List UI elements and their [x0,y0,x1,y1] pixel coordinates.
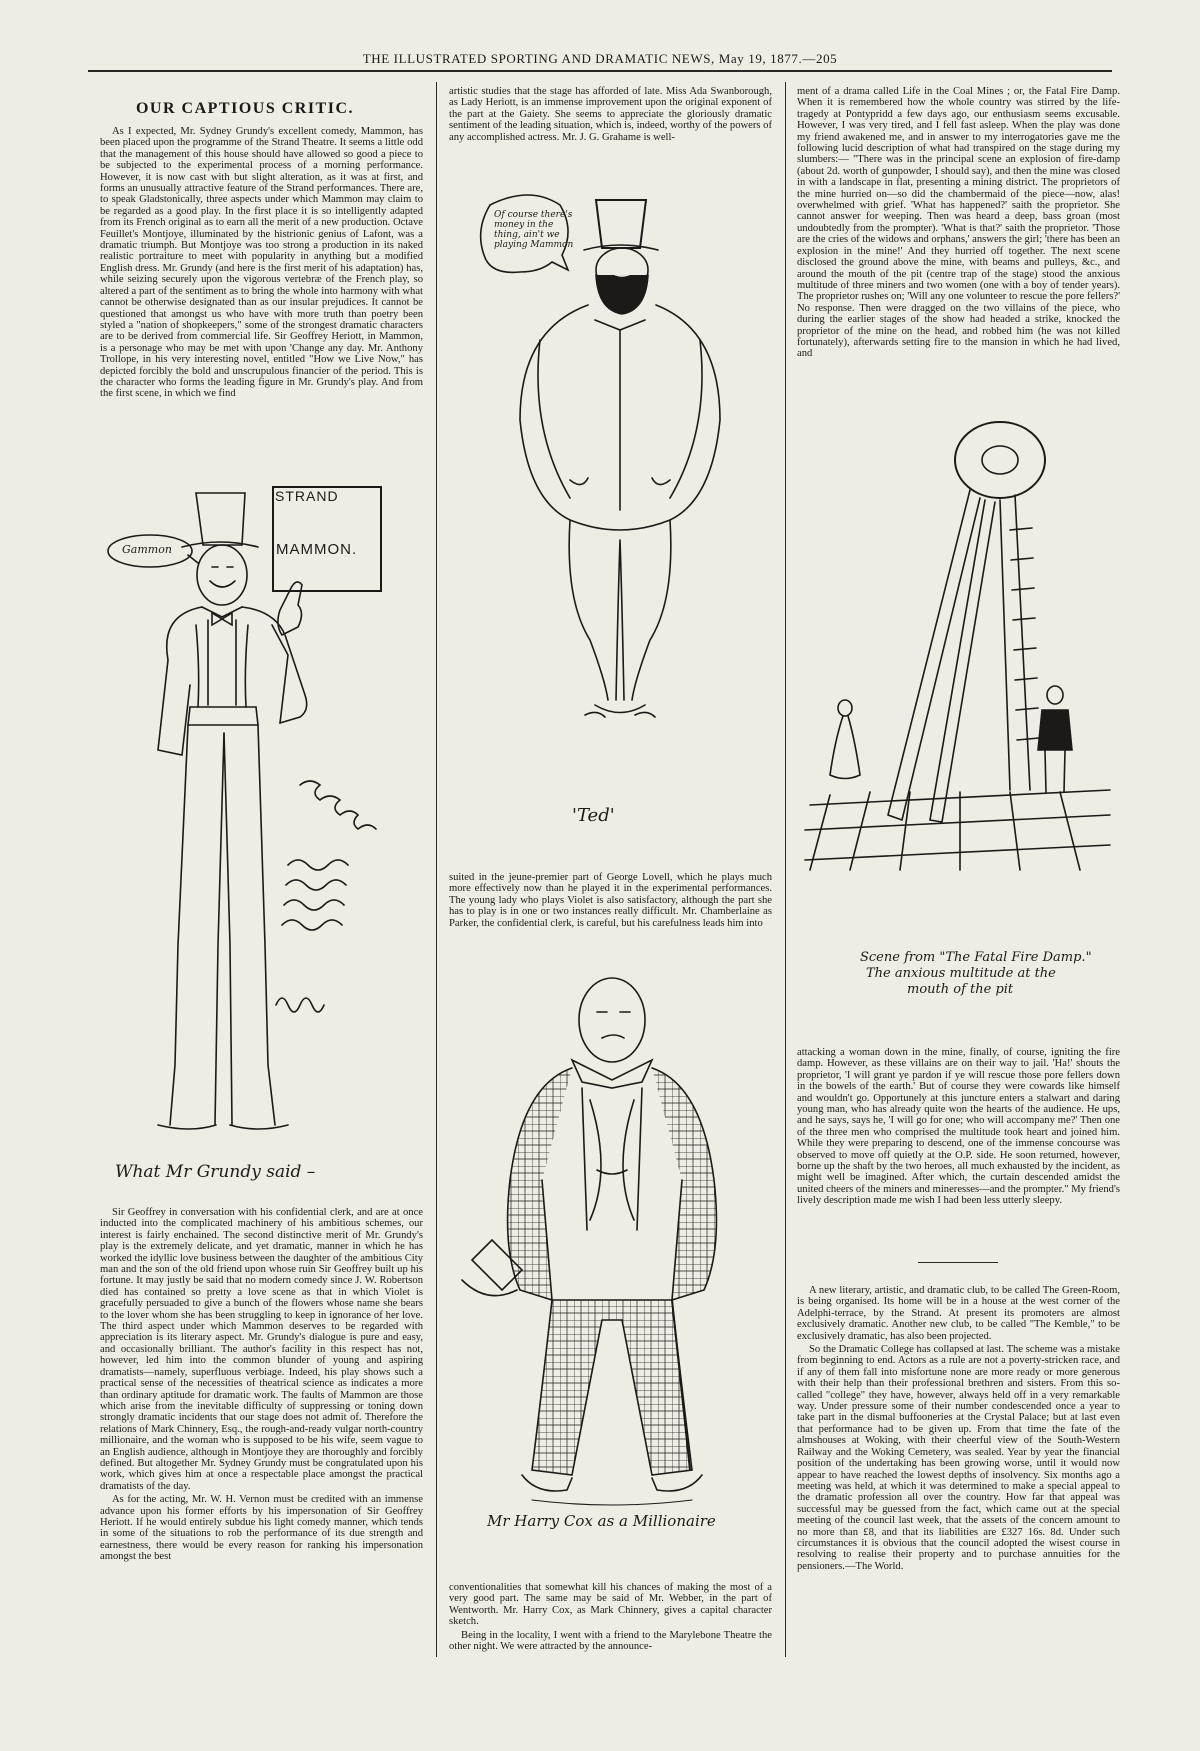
sketch1-bubble: Gammon [122,543,172,556]
paragraph: As I expected, Mr. Sydney Grundy's excellent comedy, Mammon, has been placed upon the programme of the Strand Theatre. It seems a little odd that the management of this house should have allowed so good a piece to be subjected to the experimental process of a morning performance. However, it is now cast with but slight alteration, as it was at first, and forms an unusually attractive feature of the Strand performances. There are, to speak Gladstonically, three aspects under which Mammon may claim to be regarded as a good play. In the first place it is so intelligently adapted from its French original as to earn all the merit of a new production. Octave Feuillet's Montjoye, illuminated by the histrionic genius of Lafont, was a dramatic triumph. But Montjoye was too strong a production in its naked realistic portraiture to meet with popularity in anything but a modified English dress. Mr. Grundy (and here is the first merit of his adaptation) has, while seizing securely upon the vigorous vertebræ of the French play, so altered a part of the sentiment as to bring the whole into harmony with what cannot be otherwise designated than as our insular prejudices. It cannot be questioned that amongst us who have with more truth than poetry been styled a "nation of shopkeepers," some of the strongest dramatic characters are to be derived from commercial life. Sir Geoffrey Heriott, in Mammon, is a personage who may be met with upon 'Change any day. Mr. Anthony Trollope, in his very interesting novel, entitled "How we Live Now," has depicted forcibly the bold and unscrupulous financier of the period. This is the character who forms the leading figure in Mr. Grundy's play. And from the first scene, in which we find [100,126,423,400]
paragraph: ment of a drama called Life in the Coal Mines ; or, the Fatal Fire Damp. When it is remembered how the whole country was stirred by the life-tragedy at Pontypridd a few days ago, our enthusiasm seems excusable. However, I was very tired, and I fell fast asleep. When the play was done my friend awakened me, and in answer to my interrogatories gave me the following lucid description of what had transpired on the stage during my slumbers:— "There was in the principal scene an explosion of fire-damp (about 2d. worth of gunpowder, I should say), and then the mine was closed in with a landscape in flat, presenting a mining district. The proprietors of the mine hurried on—so did the chambermaid of the piece—now, alas! overwhelmed with grief. 'What has happened?' saith the proprietor. She cannot answer for weeping. Then was heard a deep, bass groan (most undoubtedly from the prompter). 'What is that?' saith the proprietor. 'Those are the cries of the widows and orphans,' answers the girl; 'there has been an explosion in the mine!' And they hurried off together. The next scene disclosed the ground above the mine, with beams and pulleys, &c., and around the mouth of the pit (centre trap of the stage) stood the anxious multitude of three miners and two women (one with a boy of tender years). The proprietor rushes on; 'Will any one volunteer to rescue the pore fellers?' No response. Then were dragged on the two villains of the piece, who during the earlier stages of the show had headed a strike, knocked the proprietor of the mine on the head, and robbed him (he was not killed fortunately), afterwards setting fire to the mansion in which he had lived, and [797,86,1120,360]
column-3-mid-text [797,1047,1120,1269]
column-1-bottom-text [100,1207,423,1657]
sketch3-caption-line3: mouth of the pit [907,982,1014,997]
paragraph: attacking a woman down in the mine, finally, of course, igniting the fire damp. However, as these villains are on their way to jail. 'Ha!' shouts the proprietor, 'I will grant ye pardon if ye will rescue those pore fellers down in the bowels of the earth.' But of course they were cowards like himself and wouldn't go. Opportunely at this juncture enters a stalwart and daring young man, who has already quite won the hearts of the audience. He ups, and he says, says he, 'I will go for one; who will accompany me?' Then one of the three men who comprised the multitude took heart and joined him. While they were preparing to descend, one of the immense concourse was observed to move off quietly at the O.P. side. He soon returned, however, borne up the shaft by the two heroes, all much exhausted by the incident, as might well be imagined. After which, the curtain descended amidst the united cheers of the miners and mineresses—and the prompter." My friend's lively description made me wish I had been less utterly sleepy. [797,1047,1120,1207]
sketch-harry-cox [462,970,762,1530]
sketch1-sign-top: STRAND [275,488,339,504]
paragraph: Being in the locality, I went with a friend to the Marylebone Theatre the other night. We were attracted by the announce- [449,1629,772,1653]
section-divider [918,1262,998,1263]
column-2-top-text [449,86,772,156]
paragraph: Sir Geoffrey in conversation with his confidential clerk, and are at once inducted into the complicated machinery of his ambitious schemes, our interest is fairly enchained. The second distinctive merit of Mr. Grundy's play is the extremely delicate, and yet dramatic, manner in which he has worked the idyllic love business between the daughter of the ambitious City man and the son of the old friend upon whose ruin Sir Geoffrey built up his fortune. It may justly be said that no modern comedy since J. W. Robertson died has contained so pretty a love scene as that in which Violet is gracefully persuaded to give a bunch of the flowers whose name she bears to the lover whom she has been struggling to keep in ignorance of her love. The third aspect under which Mammon deserves to be regarded with appreciation is its literary aspect. Mr. Grundy's dialogue is pure and easy, and occasionally brilliant. The author's facility in this respect has not, however, led him into the common blunder of young and aspiring dramatists—namely, superfluous verbiage. Indeed, his play shows such a practical sense of the necessities of theatrical science as indicates a more than ordinary aptitude for dramatic work. The faults of Mammon are those which arise from the inevitable difficulty of suppressing or toning down strongly dramatic incidents that our stage does not admit of. Therefore the relations of Mark Chinnery, Esq., the rough-and-ready vulgar north-country millionaire, and the woman who is supposed to be his wife, seem vague to an English audience, although in Montjoye they are thoroughly and forcibly defined. But altogether Mr. Sydney Grundy must be congratulated upon his work, which gives him at once a respectable place amongst the practical dramatists of the day. [100,1207,423,1492]
paragraph: suited in the jeune-premier part of George Lovell, which he plays much more effectively now than he played it in the experimental performances. The young lady who plays Violet is also satisfactory, although the part she has to play is in one or two instances really difficult. Mr. Chamberlaine as Parker, the confidential clerk, is careful, but his carefulness leads him into [449,872,772,929]
sketch3-caption-line1: Scene from "The Fatal Fire Damp." [860,950,1092,965]
paragraph: As for the acting, Mr. W. H. Vernon must be credited with an immense advance upon his former efforts by his impersonation of Sir Geoffrey Heriott. If he would entirely subdue his light comedy manner, which tends in some of the situations to rob the performance of its due strength and earnestness, there would be every reason for ranking his impersonation amongst the best [100,1494,423,1563]
sketch1-caption: What Mr Grundy said – [115,1162,316,1182]
page-header: THE ILLUSTRATED SPORTING AND DRAMATIC NEWS, May 19, 1877.—205 [362,51,838,66]
column-divider-1 [436,82,437,1657]
sketch-ted [470,180,750,830]
sketch2-bubble: Of course there's money in the thing, ain't we playing Mammon [494,210,574,250]
paragraph: artistic studies that the stage has afforded of late. Miss Ada Swanborough, as Lady Heriott, is an immense improvement upon the original exponent of the part at the Gaiety. She seems to appreciate the gloriously dramatic sentiment of the leading situation, which is, indeed, worthy of the powers of any accomplished actress. Mr. J. G. Grahame is well- [449,86,772,143]
column-2-mid-text [449,872,772,942]
header-rule [88,70,1112,72]
column-divider-2 [785,82,786,1657]
paragraph: A new literary, artistic, and dramatic club, to be called The Green-Room, is being organised. Its home will be in a house at the west corner of the Adelphi-terrace, by the Strand. At present its promoters are almost exclusively dramatic. Another new club, to be called "The Kemble," to be exclusively dramatic, has also been projected. [797,1285,1120,1342]
article-title: OUR CAPTIOUS CRITIC. [135,100,355,117]
sketch2-caption: 'Ted' [572,805,615,826]
column-3-top-text [797,86,1120,391]
sketch-grundy [100,485,430,1205]
sketch4-caption: Mr Harry Cox as a Millionaire [487,1512,716,1530]
paragraph: So the Dramatic College has collapsed at last. The scheme was a mistake from beginning to end. Actors as a rule are not a poverty-stricken race, and if any of them fall into misfortune none are more ready or more generous with their help than their professional brethren and sisters. From this so-called "college" they have, however, always held off in a very remarkable way. Under pressure some of their number condescended once a year to take part in the dismal buffooneries at the Crystal Palace; but at last even that performance had to be given up. From that time the fate of the almshouses at Woking, with their cheerful view of the South-Western Railway and the Woking Cemetery, was sealed. Year by year the financial position of the undertaking has been growing worse, until it would now appear to have reached the lowest depths of insolvency. Six months ago a meeting was held, at which it was determined to make a special appeal to the dramatic profession all over the country. How far that appeal was successful may be guessed from the fact, which came out at the special meeting of the council last week, that the assets of the concern amount to no more than £8, and that its liabilities are £327 16s. 8d. Under such circumstances it is obvious that the council adopted the wisest course in resolving to realise their property and to purchase annuities for the pensioners.—The World. [797,1344,1120,1572]
paragraph: conventionalities that somewhat kill his chances of making the most of a very good part. The same may be said of Mr. Webber, in the part of Wentworth. Mr. Harry Cox, as Mark Chinnery, gives a capital character sketch. [449,1582,772,1628]
column-3-bottom-text [797,1285,1120,1657]
column-2-bottom-text [449,1582,772,1662]
sketch3-caption-line2: The anxious multitude at the [866,966,1056,981]
sketch1-sign-bottom: MAMMON. [276,541,358,558]
sketch-fatal-fire-damp [810,420,1110,940]
column-1-top-text [100,126,423,482]
